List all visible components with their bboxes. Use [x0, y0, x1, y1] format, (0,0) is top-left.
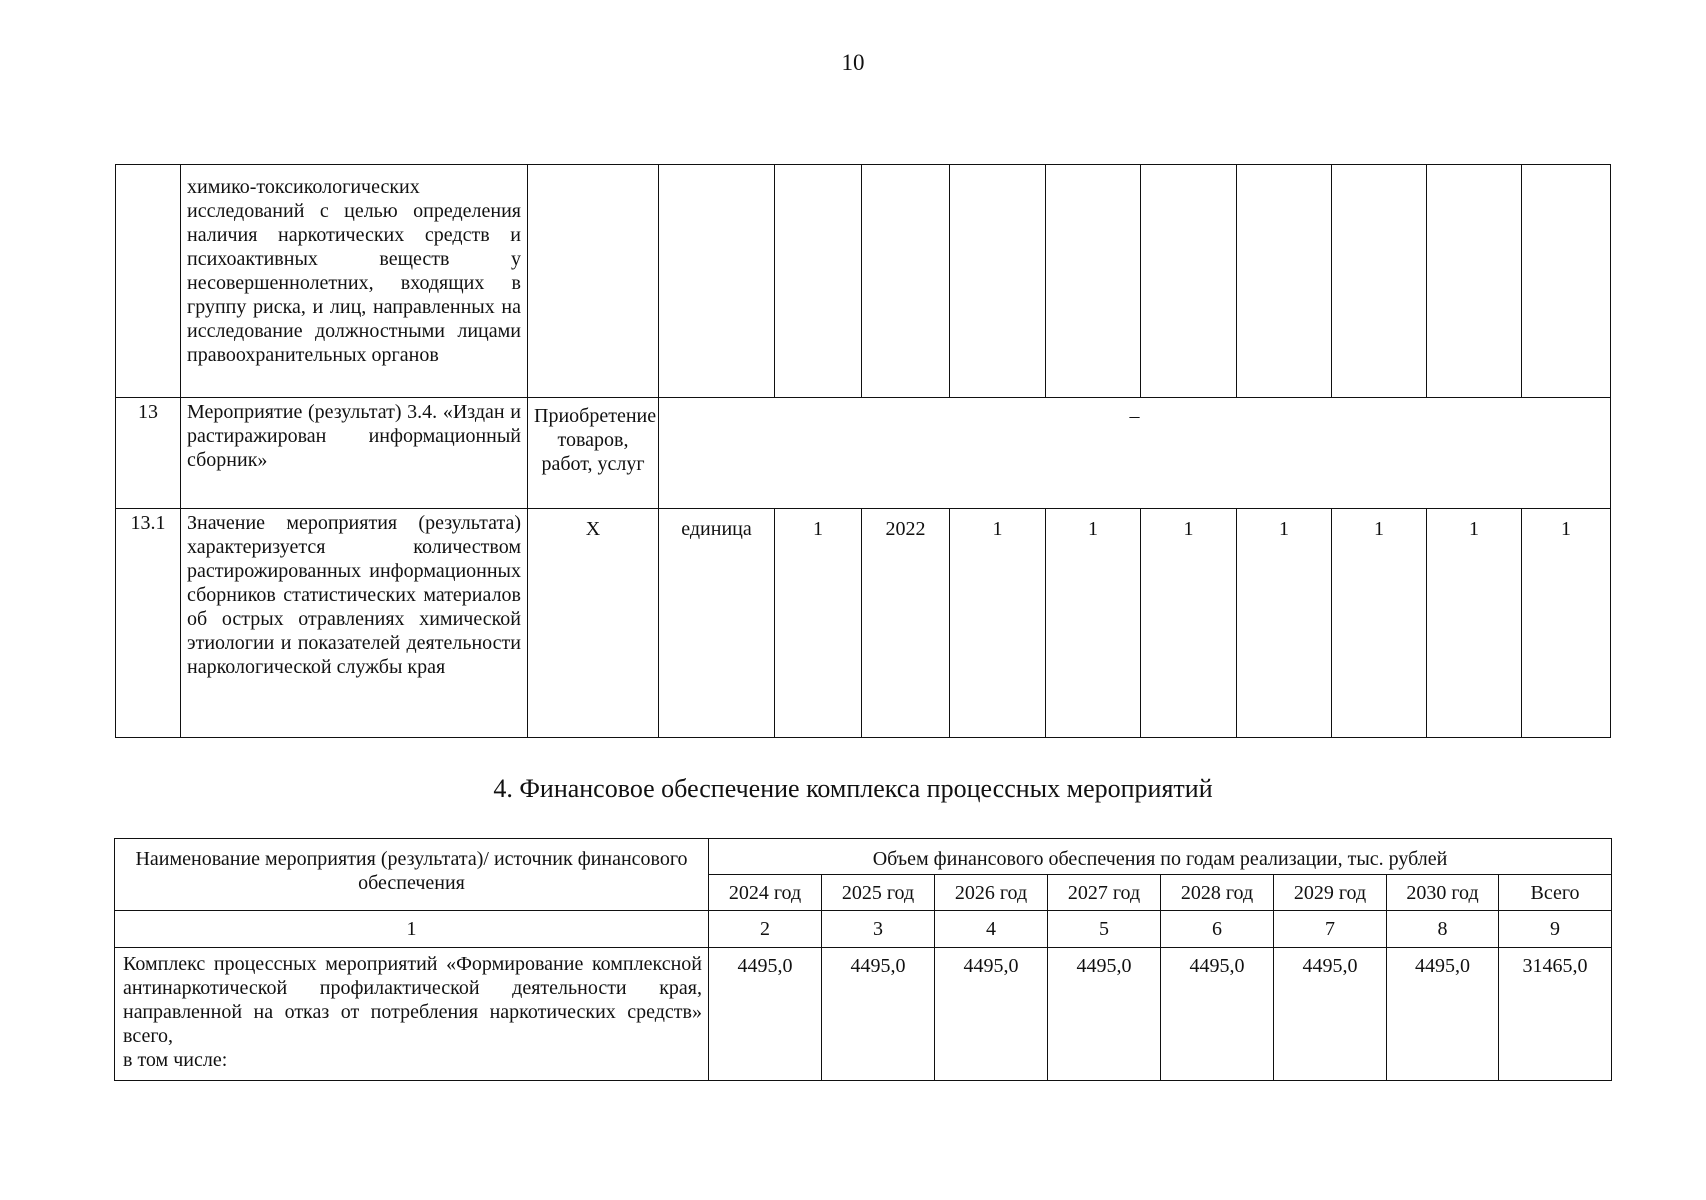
program-name: Комплекс процессных мероприятий «Формирование комплексной антинаркотической профилактической деятельности края, направленной на отказ от потребления наркотических средств» всего,: [123, 953, 702, 1047]
unit-cell: [659, 165, 775, 398]
column-number: 8: [1387, 911, 1499, 948]
row-number-cell: [116, 165, 181, 398]
column-number: 1: [115, 911, 709, 948]
row-description: Мероприятие (результат) 3.4. «Издан и растиражирован информационный сборник»: [181, 398, 528, 509]
year-header: 2024 год: [709, 875, 822, 911]
unit-value: единица: [659, 509, 775, 738]
column-number: 4: [935, 911, 1048, 948]
section-title: 4. Финансовое обеспечение комплекса процессных мероприятий: [493, 774, 1213, 803]
header-volume: Объем финансового обеспечения по годам реализации, тыс. рублей: [709, 839, 1612, 875]
program-name-sub: в том числе:: [123, 1049, 228, 1071]
column-number: 9: [1499, 911, 1612, 948]
column-number: 2: [709, 911, 822, 948]
amount-cell: 4495,0: [1161, 948, 1274, 1081]
year-header: 2027 год: [1048, 875, 1161, 911]
year-value: 1: [1046, 509, 1141, 738]
column-numbers-row: [115, 911, 1612, 948]
table-row: [116, 509, 1611, 738]
financing-table: [114, 838, 1612, 1081]
header-name: Наименование мероприятия (результата)/ источник финансового обеспечения: [115, 839, 709, 911]
value-cell: [1332, 165, 1427, 398]
column-number: 5: [1048, 911, 1161, 948]
row-description: Значение мероприятия (результата) характеризуется количеством растирожированных информационных сборников статистических материалов об острых отравлениях химической этиологии и показателей деятельности наркологической службы края: [181, 509, 528, 738]
year-value: 1: [1141, 509, 1237, 738]
value-cell: [1141, 165, 1237, 398]
year-header: 2030 год: [1387, 875, 1499, 911]
amount-cell: 4495,0: [1274, 948, 1387, 1081]
total-header: Всего: [1499, 875, 1612, 911]
amount-cell: 4495,0: [822, 948, 935, 1081]
value-cell: [862, 165, 950, 398]
page-number: 10: [841, 50, 865, 75]
base-year: 2022: [862, 509, 950, 738]
amount-cell: 4495,0: [709, 948, 822, 1081]
merged-dash-cell: –: [659, 398, 1611, 509]
type-cell: [528, 165, 659, 398]
year-header: 2028 год: [1161, 875, 1274, 911]
total-amount-cell: 31465,0: [1499, 948, 1612, 1081]
header-row: [115, 839, 1612, 875]
year-value: 1: [950, 509, 1046, 738]
row-number: 13.1: [116, 509, 181, 738]
amount-cell: 4495,0: [935, 948, 1048, 1081]
x-mark: Х: [528, 509, 659, 738]
row-description: химико-токсикологических исследований с целью определения наличия наркотических средств и психоактивных веществ у несовершеннолетних, входящих в группу риска, и лиц, направленных на исследование должностными лицами правоохранительных органов: [181, 165, 528, 398]
value-cell: [950, 165, 1046, 398]
year-header: 2029 год: [1274, 875, 1387, 911]
indicators-table: [115, 164, 1611, 738]
year-header: 2025 год: [822, 875, 935, 911]
year-value: 1: [1522, 509, 1611, 738]
table-row: [116, 165, 1611, 398]
base-value: 1: [775, 509, 862, 738]
year-value: 1: [1237, 509, 1332, 738]
activity-type: Приобретение товаров, работ, услуг: [528, 398, 659, 509]
value-cell: [1237, 165, 1332, 398]
program-name-cell: [115, 948, 709, 1081]
column-number: 7: [1274, 911, 1387, 948]
table-row: [115, 948, 1612, 1081]
value-cell: [1427, 165, 1522, 398]
column-number: 3: [822, 911, 935, 948]
table-row: [116, 398, 1611, 509]
column-number: 6: [1161, 911, 1274, 948]
year-value: 1: [1427, 509, 1522, 738]
row-number: 13: [116, 398, 181, 509]
year-value: 1: [1332, 509, 1427, 738]
value-cell: [775, 165, 862, 398]
amount-cell: 4495,0: [1387, 948, 1499, 1081]
year-header: 2026 год: [935, 875, 1048, 911]
amount-cell: 4495,0: [1048, 948, 1161, 1081]
value-cell: [1522, 165, 1611, 398]
value-cell: [1046, 165, 1141, 398]
